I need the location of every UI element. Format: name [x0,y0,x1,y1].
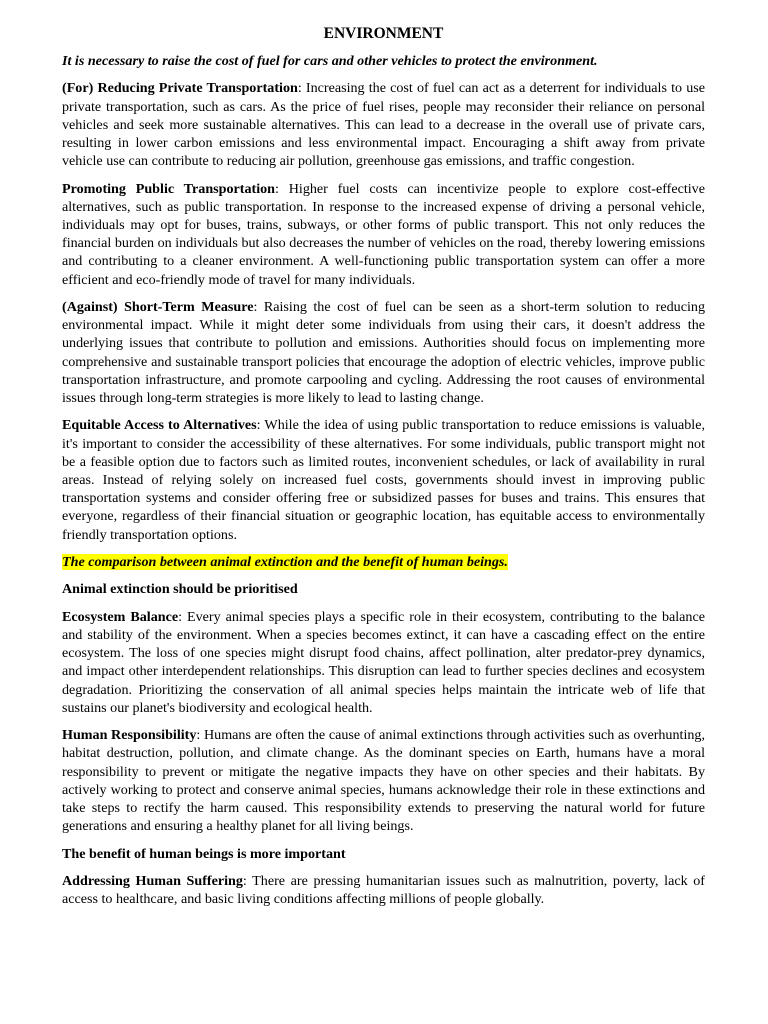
paragraph-term: (Against) Short-Term Measure [62,299,254,315]
paragraph-reducing-private-transportation [62,79,705,170]
subheading-human-benefit: The benefit of human beings is more important [62,845,346,862]
paragraph-text: : Every animal species plays a specific role in their ecosystem, contributing to the balance and stability of the environment. When a species becomes extinct, it can have a cascading effect on the entire ecosystem. The loss of one species might disrupt food chains, affect pollination, alter predator-prey dynamics, and impact other interdependent relationships. This disruption can lead to further species declines and ecosystem degradation. Prioritizing the conservation of all animal species helps maintain the intricate web of life that sustains our planet's biodiversity and ecological health. [62,608,705,716]
paragraph-term: Ecosystem Balance [62,608,179,625]
paragraph-text: : While the idea of using public transportation to reduce emissions is valuable, it's important to consider the accessibility of these alternatives. For some individuals, public transport might not be a feasible option due to factors such as limited routes, inconvenient schedules, or lack of availability in rural areas. Instead of relying solely on increased fuel costs, governments should invest in improving public transportation systems and consider offering free or subsidized passes for buses and trains. This ensures that everyone, regardless of their financial situation or geographic location, has equitable access to environmentally friendly transportation options. [62,417,705,543]
paragraph-term: Equitable Access to Alternatives [62,417,257,434]
paragraph-text: : Humans are often the cause of animal extinctions through activities such as overhunting, habitat destruction, pollution, and climate change. As the dominant species on Earth, humans have a moral responsibility to prevent or mitigate the negative impacts they have on other species and their habitats. By actively working to protect and conserve animal species, humans acknowledge their role in these extinctions and take steps to rectify the harm caused. This responsibility extends to preserving the natural world for future generations and ensuring a healthy planet for all living beings. [62,727,705,835]
topic-statement-highlighted [62,553,705,571]
paragraph-term: Addressing Human Suffering [62,873,243,889]
paragraph-human-responsibility [62,726,705,835]
page-title: ENVIRONMENT [323,25,444,42]
paragraph-short-term-measure [62,298,705,407]
paragraph-ecosystem-balance [62,608,705,717]
paragraph-term: Human Responsibility [62,727,197,744]
paragraph-term: Promoting Public Transportation [62,180,276,197]
paragraph-text: : Raising the cost of fuel can be seen as a short-term solution to reducing environmental impact. While it might deter some individuals from using their cars, it doesn't address the underlying issues that contribute to pollution and emissions. Authorities should focus on implementing more comprehensive and sustainable transport policies that encourage the adoption of electric vehicles, improve public transportation infrastructure, and promote carpooling and cycling. Addressing the root causes of environmental issues through long-term strategies is more likely to lead to lasting change. [62,299,705,407]
topic-text: It is necessary to raise the cost of fuel for cars and other vehicles to protect the environment. [62,53,598,69]
highlighted-topic-text: The comparison between animal extinction and the benefit of human beings. [62,554,508,571]
paragraph-promoting-public-transportation [62,180,705,289]
paragraph-equitable-access [62,416,705,543]
subheading-animal-extinction: Animal extinction should be prioritised [62,581,298,598]
paragraph-text: : Higher fuel costs can incentivize people to explore cost-effective alternatives, such as public transportation. In response to the increased expense of driving a personal vehicle, individuals may opt for buses, trains, subways, or other forms of public transport. This not only reduces the financial burden on individuals but also decreases the number of vehicles on the road, thereby lowering emissions and contributing to a cleaner environment. A well-functioning public transportation system can offer a more efficient and eco-friendly mode of travel for many individuals. [62,180,705,288]
paragraph-term: (For) Reducing Private Transportation [62,80,298,97]
paragraph-addressing-human-suffering [62,872,705,908]
topic-statement [62,52,705,70]
paragraph-text: : There are pressing humanitarian issues such as malnutrition, poverty, lack of access to healthcare, and basic living conditions affecting millions of people globally. [62,873,705,908]
paragraph-text: : Increasing the cost of fuel can act as a deterrent for individuals to use private transportation, such as cars. As the price of fuel rises, people may reconsider their reliance on personal vehicles and seek more sustainable alternatives. This can lead to a decrease in the overall use of private cars, resulting in lower carbon emissions and less environmental impact. Encouraging a shift away from private vehicle use can contribute to reducing air pollution, greenhouse gas emissions, and traffic congestion. [62,80,705,170]
